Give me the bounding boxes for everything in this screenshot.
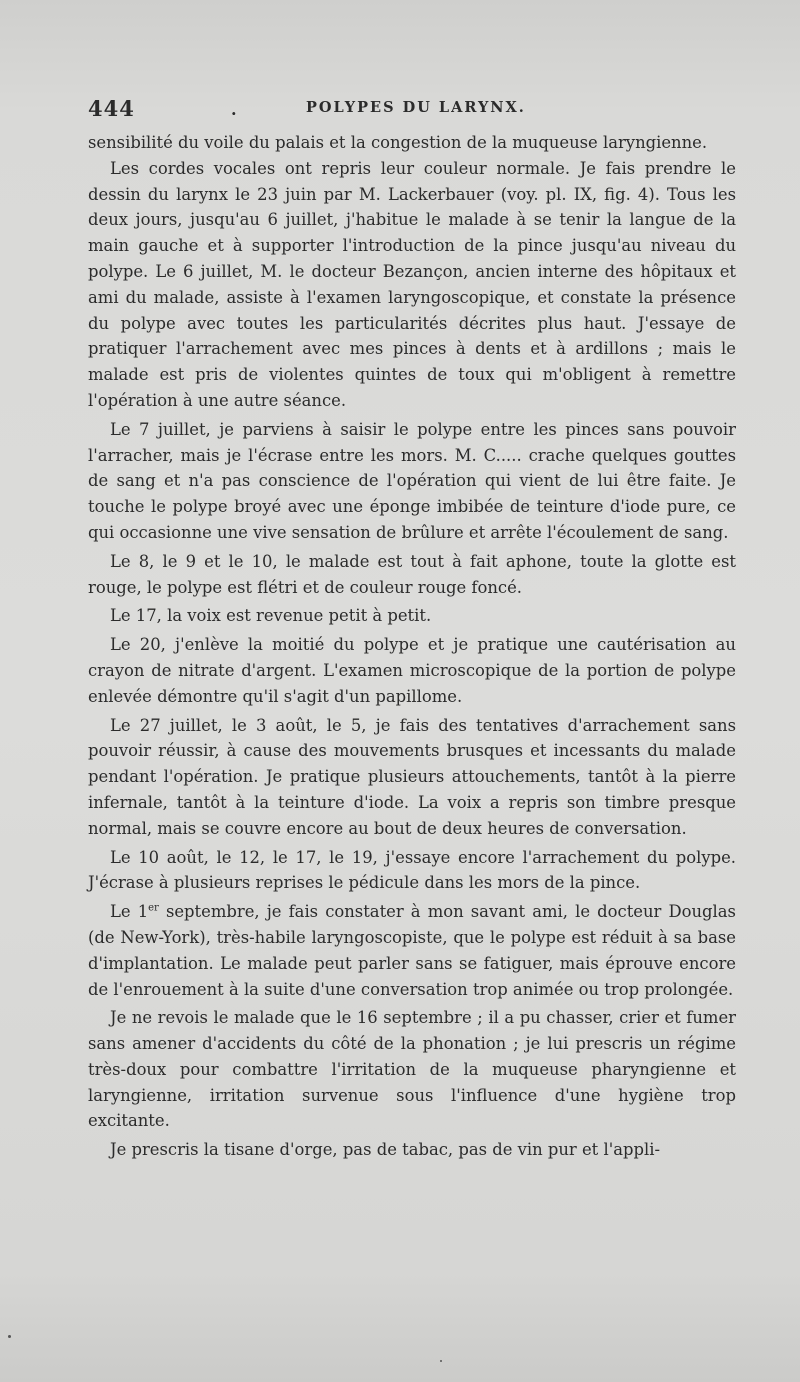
paragraph: Le 20, j'enlève la moitié du polype et je pratique une cautérisation au crayon de nitrate d'argent. L'examen microscopique de la portion de polype enlevée démontre qu'il s'agit d'un papillome. [88,635,736,706]
page-number: 444 [88,96,135,121]
paragraph: Le 8, le 9 et le 10, le malade est tout à fait aphone, toute la glotte est rouge, le polype est flétri et de couleur rouge foncé. [88,551,736,597]
september-prefix: Le 1 [110,902,149,922]
paragraph [88,899,736,1002]
paper-speck [8,1335,11,1338]
september-text: septembre, je fais constater à mon savant ami, le docteur Douglas (de New-York), très-habile laryngoscopiste, que le polype est réduit à sa base d'implantation. Le malade peut parler sans se fatiguer, mais éprouve encore de l'enrouement à la suite d'une conversation trop animée ou trop prolongée. [88,902,736,999]
body-text [88,130,736,1163]
paper-speck [440,1360,442,1362]
paragraph: Je prescris la tisane d'orge, pas de tabac, pas de vin pur et l'appli- [110,1140,660,1160]
paragraph: Le 7 juillet, je parviens à saisir le polype entre les pinces sans pouvoir l'arracher, mais je l'écrase entre les mors. M. C..... crache quelques gouttes de sang et n'a pas conscience de l'opération qui vient de lui être faite. Je touche le polype broyé avec une éponge imbibée de teinture d'iode pure, ce qui occasionne une vive sensation de brûlure et arrête l'écoulement de sang. [88,419,736,542]
paragraph: Le 27 juillet, le 3 août, le 5, je fais des tentatives d'arrachement sans pouvoir réussir, à cause des mouvements brusques et incessants du malade pendant l'opération. Je pratique plusieurs attouchements, tantôt à la pierre infernale, tantôt à la teinture d'iode. La voix a repris son timbre presque normal, mais se couvre encore au bout de deux heures de conversation. [88,715,736,838]
paragraph-continuation: sensibilité du voile du palais et la congestion de la muqueuse laryngienne. [88,133,708,152]
header-separator: . [231,100,237,119]
paragraph: Les cordes vocales ont repris leur couleur normale. Je fais prendre le dessin du larynx le 23 juin par M. Lackerbauer (voy. pl. IX, fig. 4). Tous les deux jours, jusqu'au 6 juillet, j'habitue le malade à se tenir la langue de la main gauche et à supporter l'introduction de la pince jusqu'au niveau du polype. Le 6 juillet, M. le docteur Bezançon, ancien interne des hôpitaux et ami du malade, assiste à l'examen laryngoscopique, et constate la présence du polype avec toutes les particularités décrites plus haut. J'essaye de pratiquer l'arrachement avec mes pinces à dents et à ardillons ; mais le malade est pris de violentes quintes de toux qui m'obligent à remettre l'opération à une autre séance. [88,158,736,410]
page-header [88,96,736,126]
paragraph: Le 10 août, le 12, le 17, le 19, j'essaye encore l'arrachement du polype. J'écrase à plusieurs reprises le pédicule dans les mors de la pince. [88,847,736,893]
running-title: POLYPES DU LARYNX. [306,99,526,116]
paragraph: Je ne revois le malade que le 16 septembre ; il a pu chasser, crier et fumer sans amener d'accidents du côté de la phonation ; je lui prescris un régime très-doux pour combattre l'irritation de la muqueuse pharyngienne et laryngienne, irritation survenue sous l'influence d'une hygiène trop excitante. [88,1008,736,1131]
paragraph: Le 17, la voix est revenue petit à petit. [110,606,432,626]
ordinal-superscript: er [148,902,159,914]
